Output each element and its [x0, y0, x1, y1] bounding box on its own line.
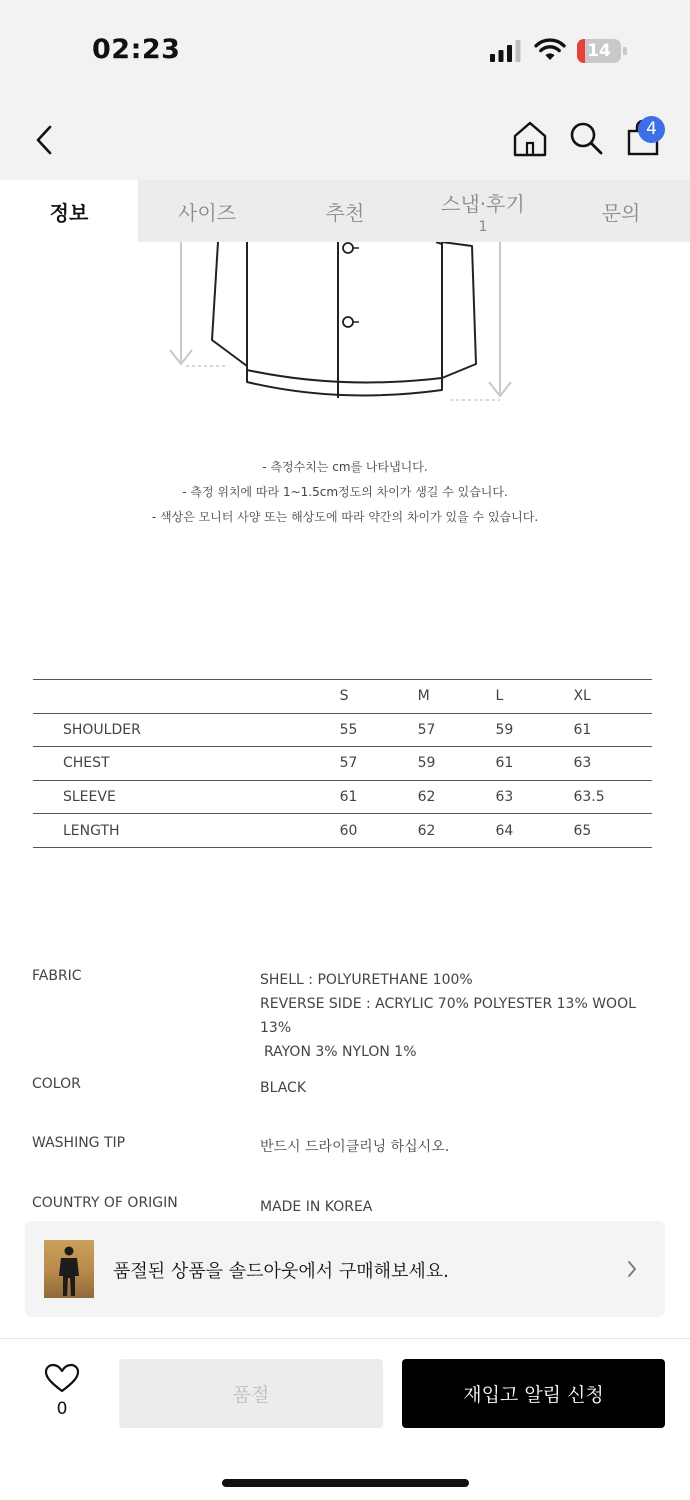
spec-value-color: BLACK: [260, 1080, 307, 1096]
battery-level: 14: [587, 41, 611, 61]
banner-text: 품절된 상품을 솔드아웃에서 구매해보세요.: [113, 1261, 449, 1282]
spec-label-fabric: FABRIC: [32, 968, 82, 984]
size-table: [33, 679, 652, 848]
note-line: - 측정수치는 cm를 나타냅니다.: [262, 460, 428, 474]
spec-value-origin: MADE IN KOREA: [260, 1199, 373, 1215]
table-cell: 61: [573, 721, 592, 738]
status-bar: [0, 0, 690, 100]
table-cell: 59: [417, 755, 436, 772]
table-cell: 59: [495, 721, 514, 738]
spec-label-color: COLOR: [32, 1076, 81, 1092]
back-icon[interactable]: [30, 122, 60, 158]
soldout-button[interactable]: 품절: [119, 1359, 383, 1428]
table-row: [33, 713, 652, 747]
table-cell: 64: [495, 822, 514, 839]
spec-label-origin: COUNTRY OF ORIGIN: [32, 1195, 178, 1211]
fabric-line: REVERSE SIDE : ACRYLIC 70% POLYESTER 13% WOOL 13%: [260, 996, 636, 1036]
battery-cap: [623, 47, 627, 55]
row-label: SLEEVE: [63, 789, 116, 806]
fabric-line: RAYON 3% NYLON 1%: [264, 1044, 417, 1060]
table-cell: 63.5: [573, 789, 605, 806]
table-cell: 57: [339, 755, 358, 772]
battery-body: [577, 39, 621, 63]
soldout-banner[interactable]: [25, 1221, 665, 1317]
model-silhouette: [44, 1240, 94, 1298]
size-table-header: [33, 680, 652, 714]
like-count: 0: [56, 1399, 68, 1419]
tab-size[interactable]: [138, 180, 276, 242]
tab-bar: [0, 180, 690, 242]
signal-icon: [490, 40, 522, 62]
header-cell: L: [495, 688, 504, 705]
garment-measurement-illustration: [150, 242, 530, 412]
bottom-action-bar: [0, 1338, 690, 1500]
header-cell: S: [339, 688, 349, 705]
wifi-icon: [534, 38, 566, 62]
note-line: - 색상은 모니터 사양 또는 해상도에 따라 약간의 차이가 있을 수 있습니다.: [151, 510, 539, 524]
table-cell: 61: [495, 755, 514, 772]
spec-label-washing: WASHING TIP: [32, 1135, 126, 1151]
home-indicator: [222, 1479, 469, 1487]
table-cell: 55: [339, 721, 358, 738]
spec-origin: [32, 1195, 672, 1221]
row-label: CHEST: [63, 755, 110, 772]
home-icon[interactable]: [512, 120, 548, 158]
spec-fabric: [32, 968, 672, 1060]
table-cell: 62: [417, 822, 436, 839]
fabric-line: SHELL : POLYURETHANE 100%: [260, 972, 473, 988]
measurement-notes: [0, 455, 690, 530]
tab-size-label: 사이즈: [178, 200, 236, 225]
search-icon[interactable]: [568, 120, 604, 156]
spec-value-washing: 반드시 드라이클리닝 하십시오.: [260, 1139, 450, 1155]
table-cell: 61: [339, 789, 358, 806]
chevron-right-icon: [625, 1259, 639, 1279]
status-time: 02:23: [92, 34, 181, 65]
tab-info-label: 정보: [49, 200, 89, 225]
tab-snap-review[interactable]: [414, 180, 552, 242]
nav-bar: [0, 100, 690, 180]
header-cell: XL: [573, 688, 591, 705]
tab-snap-review-count: 1: [478, 218, 488, 235]
table-cell: 65: [573, 822, 592, 839]
cart-badge: 4: [638, 116, 665, 143]
table-row: [33, 814, 652, 848]
spec-color: [32, 1076, 672, 1102]
row-label: SHOULDER: [63, 721, 141, 738]
table-cell: 62: [417, 789, 436, 806]
tab-info[interactable]: [0, 180, 138, 242]
note-line: - 측정 위치에 따라 1~1.5cm정도의 차이가 생길 수 있습니다.: [182, 485, 508, 499]
tab-snap-review-label: 스냅·후기: [441, 191, 525, 216]
spec-value-fabric: [260, 968, 660, 1064]
tab-recommend[interactable]: [276, 180, 414, 242]
tab-inquiry[interactable]: [552, 180, 690, 242]
spec-washing: [32, 1135, 672, 1161]
heart-icon[interactable]: [44, 1363, 80, 1393]
table-cell: 57: [417, 721, 436, 738]
battery-icon: [577, 39, 627, 63]
table-cell: 60: [339, 822, 358, 839]
banner-thumbnail: [44, 1240, 94, 1298]
header-cell: [33, 680, 340, 714]
table-cell: 63: [573, 755, 592, 772]
table-row: [33, 780, 652, 814]
row-label: LENGTH: [63, 822, 120, 839]
header-cell: M: [417, 688, 430, 705]
tab-inquiry-label: 문의: [601, 200, 641, 225]
table-cell: 63: [495, 789, 514, 806]
tab-recommend-label: 추천: [325, 200, 365, 225]
table-row: [33, 747, 652, 781]
restock-alert-button[interactable]: 재입고 알림 신청: [402, 1359, 665, 1428]
